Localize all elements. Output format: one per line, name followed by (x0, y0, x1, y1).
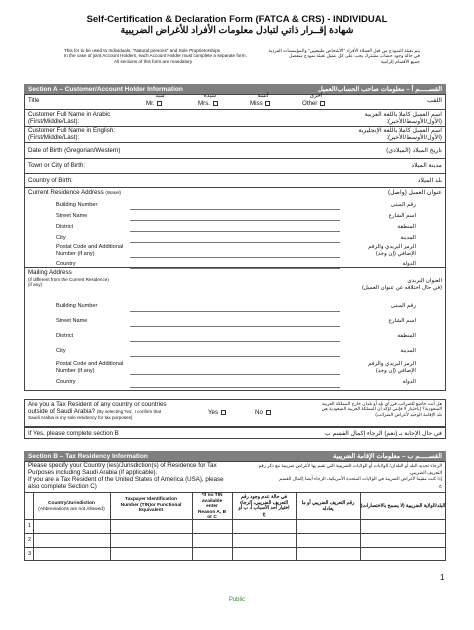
label-line: الرمز البريدي والرقم (368, 244, 416, 250)
name-arabic-label (28, 111, 110, 125)
label-line: (الأول/الأوسط/الأخير): (386, 134, 442, 141)
label-line: Are you a Tax Resident of any country or countries (28, 401, 167, 408)
no-label: No (255, 409, 263, 416)
town-label-ar: مدينة الميلاد (411, 162, 442, 169)
mailing-label-ar (340, 278, 442, 292)
tax-yes-option[interactable] (208, 409, 227, 416)
address-field-label-ar: رقم المبنى (390, 202, 416, 208)
checkbox[interactable] (320, 101, 325, 106)
label-line: اسم العميل كاملا باللغة الإنجليزية (358, 127, 442, 134)
address-field-label: Street Name (56, 318, 88, 324)
name-english-label (28, 127, 115, 141)
header-line: Equivalent (138, 508, 164, 514)
country-birth-label: Country of Birth: (28, 177, 73, 184)
street-name-field[interactable] (130, 220, 340, 221)
address-field-label: City (56, 235, 66, 241)
divider (24, 187, 446, 188)
tax-note: Saudi Arabia is my sole residency for tax purposes) (28, 415, 133, 420)
address-field-label: District (56, 333, 74, 339)
town-field[interactable] (140, 159, 330, 171)
label-line: (if different from the Current Residence) (28, 277, 109, 282)
table-row-number: 1 (27, 523, 32, 529)
label-line: Postal Code and Additional (56, 244, 124, 250)
form-title-ar: شهادة إقــرار ذاتي لتبادل معلومات الأفراد للأغراض الضريبية (120, 25, 354, 36)
title-option-mrs[interactable] (198, 100, 219, 107)
header-line: Reason A, B (197, 509, 227, 515)
header-line: or C (207, 515, 217, 521)
label-line: بلد الإقامة الوحيد لأغراض الضرائب) (375, 411, 442, 417)
label-line: (First/Middle/Last): (28, 118, 80, 125)
if-yes-en: If Yes, please complete section B (28, 430, 119, 437)
dob-field[interactable] (140, 144, 330, 156)
residence-label-text: Current Residence Address (28, 189, 104, 196)
checkbox[interactable] (213, 101, 218, 106)
header-line: رقم التعريف الضريبي أو ما (301, 501, 355, 506)
divider (24, 267, 446, 268)
label-line: (First/Middle/Last): (28, 134, 80, 141)
title-option-ar: سيدة (203, 93, 217, 99)
title-option-label: Miss (250, 100, 263, 107)
label-line: Customer Full Name in English: (28, 127, 115, 134)
title-option-label: Mr. (146, 100, 155, 107)
address-field-label-ar: المدينة (400, 348, 416, 354)
building-number-field[interactable] (130, 209, 340, 210)
title-option-miss[interactable] (250, 100, 271, 107)
country-field[interactable] (130, 268, 340, 269)
header-line: يعادله (322, 506, 334, 512)
section-b-title-en: Section B – Tax Residency Information (28, 452, 148, 460)
title-option-mr[interactable] (146, 100, 163, 107)
section-b-intro-ar (245, 463, 442, 489)
section-b-title-ar: القســـــم ب – معلومات الإقامة الضريبية (333, 453, 442, 460)
postal-label (56, 361, 123, 375)
label-line: ج (439, 482, 442, 488)
table-row[interactable] (34, 534, 445, 547)
col-reason-header (192, 493, 232, 521)
label-line: اسم العميل كاملا باللغة العربية (364, 111, 442, 118)
header-line: اختيار أحد الأسباب أ، ب أو (238, 506, 290, 512)
district-field[interactable] (130, 231, 340, 232)
section-b-header (24, 451, 446, 461)
header-line: في حالة عدم وجود رقم (240, 495, 288, 500)
title-option-label: Mrs. (198, 100, 211, 107)
postal-label-ar (340, 361, 416, 375)
address-field-label: City (56, 348, 66, 354)
intro-en-line: In the case of joint Account Holders, each Account Holder must complete a separate form. (64, 53, 247, 59)
intro-ar-line: يتم تعبئة النموذج من قبل العملاء الأفراد "الأشخاص طبيعيين" والمؤسسات الفردية (268, 48, 420, 53)
tax-question-en (28, 401, 167, 420)
label-line: outside of Saudi Arabia? (28, 408, 96, 415)
section-b-intro-en (28, 462, 224, 490)
label-line: (في حال اختلافه عن عنوان العميل) (361, 285, 442, 291)
address-field-label: Country (56, 261, 76, 267)
tax-question-ar (296, 401, 442, 417)
name-arabic-field[interactable] (140, 111, 330, 125)
label-line: Number (if any) (56, 368, 95, 374)
address-field-label: Country (56, 379, 76, 385)
mail-country-field[interactable] (130, 387, 340, 388)
label-line: Please specify your Country (ies)/Jurisdiction(s) of Residence for Tax (28, 462, 217, 469)
yes-label: Yes (208, 409, 219, 416)
title-option-other[interactable] (302, 100, 326, 107)
table-row[interactable] (34, 548, 445, 561)
header-line: البلد/الولاية الضريبية (لا يسمح بالاختصارات) (360, 504, 446, 509)
address-field-label-ar: الدولة (402, 261, 416, 267)
title-option-ar: سيد (155, 93, 165, 99)
label-line: (if any) (28, 282, 43, 288)
postal-label-ar (340, 244, 416, 258)
title-option-ar: أخرى (309, 93, 323, 99)
mail-building-number-field[interactable] (130, 311, 340, 312)
section-a-title-en: Section A – Customer/Account Holder Information (28, 85, 183, 93)
label-line: Postal Code and Additional (56, 361, 124, 367)
checkbox[interactable] (266, 410, 271, 415)
dob-label-ar: تاريخ الميلاد (الميلادي) (386, 147, 442, 154)
intro-ar-line: جميع الأقسام إلزامية (380, 58, 420, 64)
label-line: also complete Section C) (28, 483, 97, 490)
address-field-label-ar: اسم الشارع (388, 318, 416, 324)
label-line: التعريف الضريبي. (408, 469, 442, 475)
mail-postal-code-field[interactable] (130, 374, 340, 375)
address-field-label: Building Number (56, 202, 98, 208)
page-number: 1 (440, 573, 445, 582)
address-field-label: Street Name (56, 213, 88, 219)
address-field-label-ar: رقم المبنى (390, 303, 416, 309)
intro-ar-line: في حالة وجود حساب مشترك يجب على كل عميل تعبئة نموذج منفصل (288, 53, 420, 59)
header-line: Taxpayer Identification (125, 497, 177, 502)
header-line: التعريف الضريبي، الرجاء (239, 500, 289, 506)
header-line: (Abbreviations are not Allowed) (38, 506, 105, 512)
header-line: Number (TIN)or Functional (120, 502, 182, 508)
country-birth-field[interactable] (140, 174, 330, 186)
town-label: Town or City of Birth: (28, 162, 86, 169)
intro-en (64, 48, 264, 64)
address-field-label: District (56, 224, 74, 230)
residence-label (28, 189, 121, 196)
name-arabic-label-ar (340, 111, 442, 125)
address-field-label-ar: الدولة (402, 379, 416, 385)
tax-no-option[interactable] (255, 409, 272, 416)
mail-street-name-field[interactable] (130, 326, 340, 327)
col-tin-header-ar (296, 501, 360, 512)
section-a-title-ar: القســـــم أ – معلومات صاحب الحساب/العميل (317, 86, 442, 93)
country-birth-label-ar: بلد الميلاد (417, 177, 442, 184)
mail-city-field[interactable] (130, 356, 340, 357)
address-field-label-ar: المنطقة (397, 333, 416, 339)
label-line: إذا كنت مقيما لأغراض الضريبة في الولايات المتحدة الأمريكية، الرجاء أيضا إكمال القسم (279, 476, 442, 481)
intro-ar (255, 48, 420, 64)
col-country-header (33, 501, 110, 512)
label-line: Customer Full Name in Arabic (28, 111, 111, 118)
address-field-label-ar: اسم الشارع (388, 213, 416, 219)
residence-note: (Wasel) (105, 190, 122, 195)
label-line: الرجاء تحديد البلد أو البلدان/ الولايات أو الولايات الضريبية التي تقيم بها لأغراض ضريبية مع ذكر رقم (258, 463, 442, 468)
label-line: الرمز البريدي والرقم (368, 361, 416, 367)
postal-code-field[interactable] (130, 257, 340, 258)
mailing-label: Mailing Address (28, 269, 72, 276)
divider (24, 109, 446, 110)
header-line: *If no TIN (201, 493, 223, 498)
name-english-label-ar (340, 127, 442, 141)
if-yes-ar: في حال الإجابة بـ (نعم) الرجاء إكمال القسم ب (324, 430, 442, 437)
label-line: الإضافي (إن وجد) (375, 251, 416, 257)
table-row[interactable] (34, 520, 445, 533)
title-option-ar: آنسة (257, 93, 269, 99)
address-field-label-ar: المدينة (400, 235, 416, 241)
form-title-en: Self-Certification & Declaration Form (FATCA & CRS) - INDIVIDUAL (86, 14, 388, 25)
title-label: Title (28, 97, 40, 104)
table-row-number: 2 (27, 537, 32, 543)
label-line: Purposes including Saudi Arabia (if applicable). (28, 469, 158, 476)
mail-district-field[interactable] (130, 341, 340, 342)
label-line: If you are a Tax Resident of the United States of America (USA), please (28, 476, 224, 483)
header-line: enter (206, 504, 218, 510)
address-field-label-ar: المنطقة (397, 224, 416, 230)
label-line: الإضافي (إن وجد) (375, 368, 416, 374)
divider (24, 142, 446, 143)
title-label-ar: اللقب (427, 97, 442, 104)
label-line: هل أنت خاضع للضرائب في أي بلد أو بلدان خارج المملكة العربية (321, 401, 442, 406)
residence-label-ar: عنوان العميل (واصل) (388, 189, 442, 196)
tax-note: (By selecting 'No', I confirm that (96, 409, 162, 414)
title-option-label: Other (302, 100, 318, 107)
label-line: Number (if any) (56, 251, 95, 257)
col-tin-header (110, 497, 192, 514)
col-country-header-ar (360, 504, 446, 510)
header-line: ج (262, 511, 266, 517)
checkbox[interactable] (157, 101, 162, 106)
col-reason-header-ar (232, 495, 296, 517)
table-row-number: 3 (27, 551, 32, 557)
intro-en-line: All sections of this form are mandatory (114, 58, 193, 64)
city-field[interactable] (130, 242, 340, 243)
label-line: العنوان البريدي (407, 278, 442, 284)
header-line: Country/Jurisdiction (48, 501, 95, 506)
classification-label: Public (228, 597, 246, 603)
address-field-label: Building Number (56, 303, 98, 309)
label-line: السعودية؟ (باختيار لا فإنني أؤكد أن المملكة العربية السعودية هي (321, 406, 442, 412)
section-a-header (24, 84, 446, 94)
intro-en-line: This for to be used to Individuals, "Natural persons" and Sole Proprietorships (64, 48, 220, 53)
mailing-note (28, 277, 109, 288)
name-english-field[interactable] (140, 127, 330, 141)
checkbox[interactable] (221, 410, 226, 415)
dob-label: Date of Birth (Gregorian/Western) (28, 147, 121, 154)
checkbox[interactable] (265, 101, 270, 106)
header-line: available (201, 498, 223, 504)
label-line: (الأول/الأوسط/الأخير): (386, 118, 442, 125)
postal-label (56, 244, 123, 258)
